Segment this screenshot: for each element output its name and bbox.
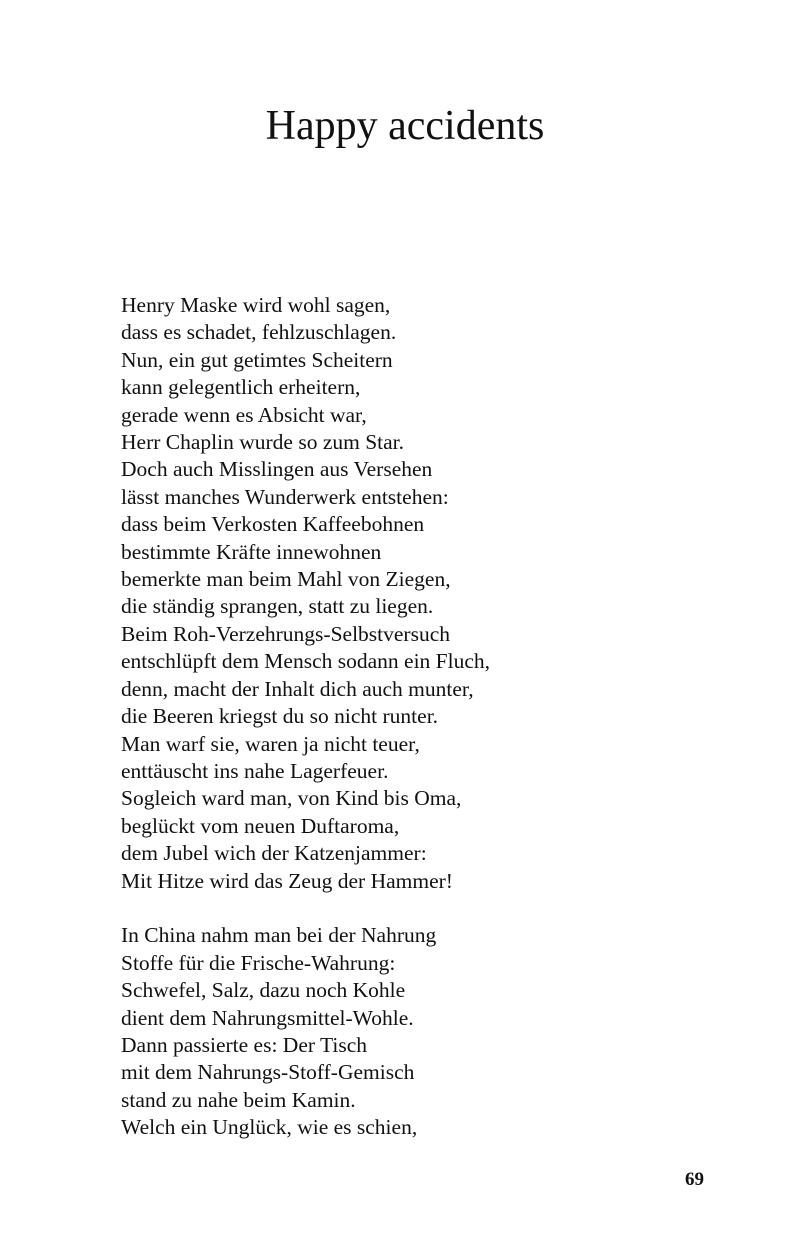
poem-line: Stoffe für die Frische-Wahrung: <box>121 950 396 975</box>
poem-line: lässt manches Wunderwerk entstehen: <box>121 484 449 509</box>
page-number: 69 <box>685 1169 704 1190</box>
poem-line: dem Jubel wich der Katzenjammer: <box>121 841 427 866</box>
poem-line: entschlüpft dem Mensch sodann ein Fluch, <box>121 649 491 674</box>
poem-line: stand zu nahe beim Kamin. <box>121 1087 356 1112</box>
poem-line: In China nahm man bei der Nahrung <box>121 923 437 948</box>
poem-title: Happy accidents <box>265 103 545 149</box>
poem-line: Nun, ein gut getimtes Scheitern <box>121 347 393 372</box>
poem-line: Henry Maske wird wohl sagen, <box>121 293 391 317</box>
poem-line: Doch auch Misslingen aus Versehen <box>121 457 433 482</box>
poem-line: beglückt vom neuen Duftaroma, <box>121 813 400 838</box>
poem-line: enttäuscht ins nahe Lagerfeuer. <box>121 758 389 783</box>
stanza-2 <box>121 922 741 1141</box>
poem-line: die Beeren kriegst du so nicht runter. <box>121 704 439 729</box>
poem-line: bestimmte Kräfte innewohnen <box>121 539 382 564</box>
stanza-1 <box>121 292 741 895</box>
poem-line: dass beim Verkosten Kaffeebohnen <box>121 512 425 537</box>
poem-line: gerade wenn es Absicht war, <box>121 402 367 427</box>
poem-line: kann gelegentlich erheitern, <box>121 375 361 400</box>
poem-line: Man warf sie, waren ja nicht teuer, <box>121 731 420 756</box>
poem-line: denn, macht der Inhalt dich auch munter, <box>121 676 474 701</box>
poem-line: bemerkte man beim Mahl von Ziegen, <box>121 567 451 592</box>
poem-line: Herr Chaplin wurde so zum Star. <box>121 430 405 455</box>
poem-line: Dann passierte es: Der Tisch <box>121 1032 368 1057</box>
poem-line: Beim Roh-Verzehrungs-Selbstversuch <box>121 621 450 646</box>
poem-line: Sogleich ward man, von Kind bis Oma, <box>121 786 462 811</box>
poem-line: Mit Hitze wird das Zeug der Hammer! <box>121 868 453 893</box>
poem-line: Welch ein Unglück, wie es schien, <box>121 1115 418 1140</box>
poem-line: die ständig sprangen, statt zu liegen. <box>121 594 434 619</box>
poem-line: dass es schadet, fehlzuschlagen. <box>121 320 397 345</box>
poem-line: Schwefel, Salz, dazu noch Kohle <box>121 978 406 1003</box>
poem-line: dient dem Nahrungsmittel-Wohle. <box>121 1005 414 1030</box>
poem-line: mit dem Nahrungs-Stoff-Gemisch <box>121 1060 415 1085</box>
poem-body <box>121 292 741 1142</box>
